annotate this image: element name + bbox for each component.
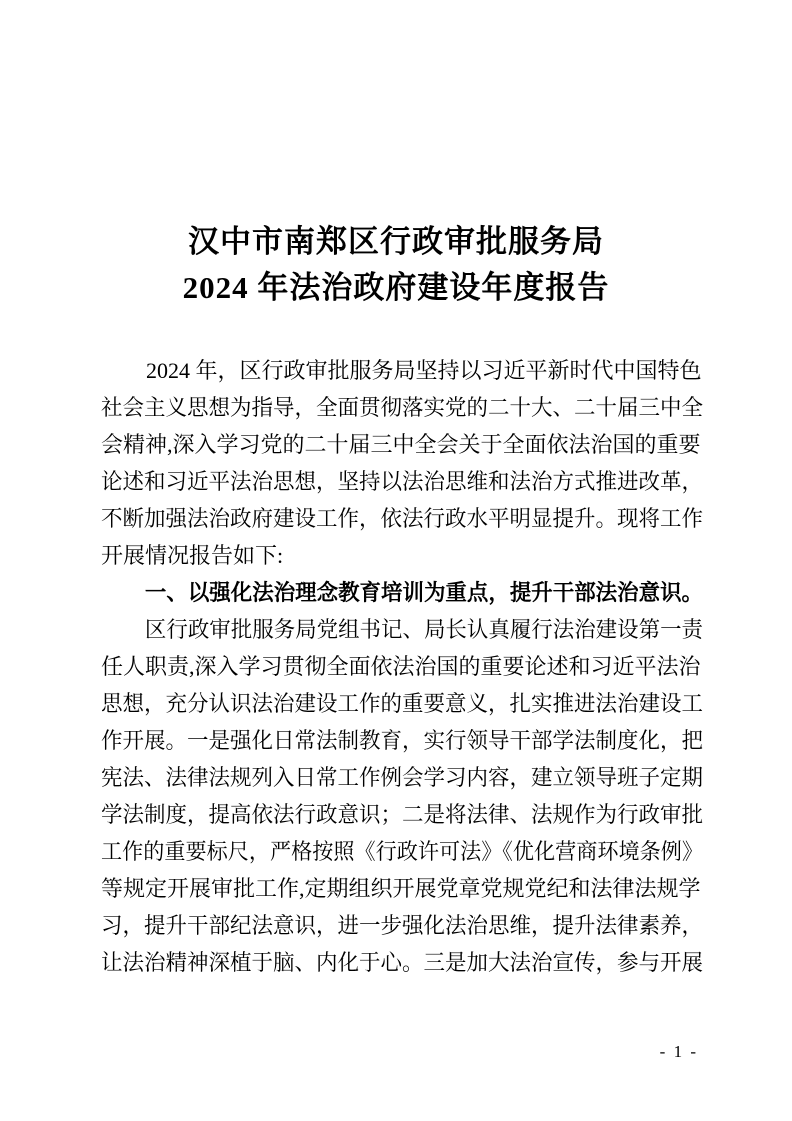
text-line: 学法制度，提高依法行政意识；二是将法律、法规作为行政审批 xyxy=(101,802,704,827)
text-line: 工作的重要标尺，严格按照《行政许可法》《优化营商环境条例》 xyxy=(101,839,704,864)
text-line: 思想，充分认识法治建设工作的重要意义，扎实推进法治建设工 xyxy=(101,691,704,716)
document-body xyxy=(101,352,703,981)
text-line: 不断加强法治政府建设工作，依法行政水平明显提升。现将工作 xyxy=(101,506,704,531)
text-line: 等规定开展审批工作,定期组织开展党章党规党纪和法律法规学 xyxy=(101,876,701,901)
page-number: - 1 - xyxy=(659,1042,698,1061)
text-line: 区行政审批服务局党组书记、局长认真履行法治建设第一责 xyxy=(144,617,704,642)
text-line: 论述和习近平法治思想，坚持以法治思维和法治方式推进改革， xyxy=(101,469,704,494)
text-line: 开展情况报告如下: xyxy=(101,543,284,568)
text-line: 会精神,深入学习党的二十届三中全会关于全面依法治国的重要 xyxy=(101,432,701,457)
text-line: 作开展。一是强化日常法制教育，实行领导干部学法制度化，把 xyxy=(101,728,704,753)
document-title-line-1: 汉中市南郑区行政审批服务局 xyxy=(188,224,604,259)
text-line: 任人职责,深入学习贯彻全面依法治国的重要论述和习近平法治 xyxy=(101,654,701,679)
text-line: 2024 年，区行政审批服务局坚持以习近平新时代中国特色 xyxy=(146,358,702,383)
text-line: 习，提升干部纪法意识，进一步强化法治思维，提升法律素养， xyxy=(101,913,704,938)
text-line: 宪法、法律法规列入日常工作例会学习内容，建立领导班子定期 xyxy=(101,765,704,790)
section-heading-line: 一、以强化法治理念教育培训为重点，提升干部法治意识。 xyxy=(144,580,704,605)
document-title-line-2: 2024 年法治政府建设年度报告 xyxy=(182,270,610,305)
document-title xyxy=(0,219,792,311)
text-line: 让法治精神深植于脑、内化于心。三是加大法治宣传，参与开展 xyxy=(101,950,704,975)
text-line: 社会主义思想为指导，全面贯彻落实党的二十大、二十届三中全 xyxy=(101,395,704,420)
